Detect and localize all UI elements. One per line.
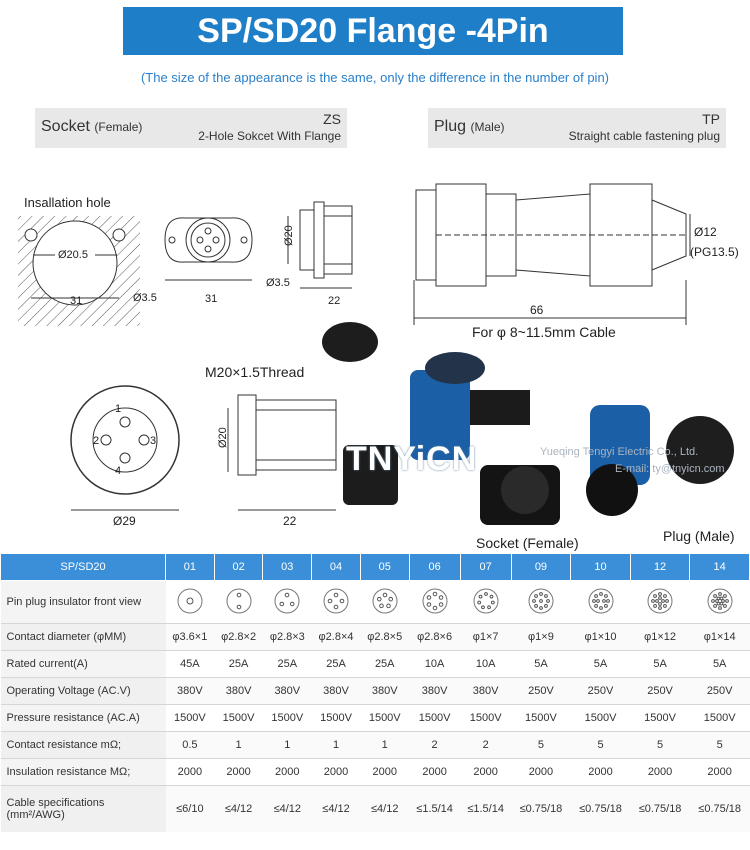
socket-desc: 2-Hole Sokcet With Flange (198, 129, 341, 143)
flange-front-view (165, 218, 252, 280)
pin-layout-icon (690, 581, 750, 624)
table-cell: 1500V (571, 705, 631, 732)
dim-66: 66 (530, 303, 544, 317)
table-cell: 10A (460, 651, 511, 678)
table-cell: φ3.6×1 (166, 624, 215, 651)
table-header-cell: 02 (214, 554, 263, 581)
pin-layout-icon (360, 581, 409, 624)
table-cell: 2000 (690, 759, 750, 786)
table-row (1, 624, 750, 651)
table-cell: φ1×7 (460, 624, 511, 651)
table-cell: 1 (214, 732, 263, 759)
pin-layout-icon (511, 581, 571, 624)
table-cell: 10A (409, 651, 460, 678)
socket-side-view (228, 395, 336, 510)
photo-label-plug: Plug (Male) (663, 528, 735, 544)
table-cell: ≤0.75/18 (511, 786, 571, 832)
flange-side-view (288, 202, 352, 288)
dim-d20b: Ø20 (217, 427, 229, 448)
page-title: SP/SD20 Flange -4Pin (123, 7, 623, 55)
table-cell: φ2.8×3 (263, 624, 312, 651)
install-hole-label: Insallation hole (24, 195, 111, 210)
thread-label: M20×1.5Thread (205, 364, 305, 380)
socket-title: Socket (Female) (41, 118, 143, 135)
table-cell: ≤6/10 (166, 786, 215, 832)
dim-d29: Ø29 (113, 514, 136, 528)
pin-layout-icon (214, 581, 263, 624)
table-cell: 1500V (460, 705, 511, 732)
pin-layout-icon-svg (421, 587, 449, 615)
pin-1: 1 (115, 403, 122, 415)
table-cell: 2000 (214, 759, 263, 786)
pin-3: 3 (150, 435, 157, 447)
cable-note: For φ 8~11.5mm Cable (472, 324, 616, 340)
table-cell: ≤4/12 (360, 786, 409, 832)
table-header-cell: 07 (460, 554, 511, 581)
photo-label-socket: Socket (Female) (476, 535, 579, 551)
table-cell: 5A (690, 651, 750, 678)
table-cell: 380V (214, 678, 263, 705)
table-cell: 1500V (214, 705, 263, 732)
table-header-cell: 10 (571, 554, 631, 581)
row-label: Cable specifications (mm²/AWG) (1, 786, 166, 832)
table-cell: 2000 (630, 759, 690, 786)
dim-pg: (PG13.5) (690, 245, 739, 259)
table-cell: 5A (571, 651, 631, 678)
pin-layout-icon-svg (587, 587, 615, 615)
plug-label-box (428, 108, 726, 148)
product-photos (322, 322, 734, 525)
table-cell: 250V (571, 678, 631, 705)
install-hole-drawing (18, 216, 140, 326)
table-cell: ≤1.5/14 (460, 786, 511, 832)
pin-layout-icon-svg (322, 587, 350, 615)
table-cell: 2000 (511, 759, 571, 786)
row-label: Pin plug insulator front view (1, 581, 166, 624)
table-cell: φ2.8×6 (409, 624, 460, 651)
table-cell: 380V (263, 678, 312, 705)
pin-layout-icon-svg (706, 587, 734, 615)
table-cell: φ2.8×2 (214, 624, 263, 651)
table-header-cell: 09 (511, 554, 571, 581)
table-cell: 2 (460, 732, 511, 759)
table-cell: ≤4/12 (214, 786, 263, 832)
table-header-cell: 04 (312, 554, 361, 581)
dim-d3-5a: Ø3.5 (133, 292, 157, 304)
table-cell: 380V (360, 678, 409, 705)
table-cell: 2000 (460, 759, 511, 786)
table-cell: 1 (312, 732, 361, 759)
table-cell: 5A (630, 651, 690, 678)
table-row (1, 581, 750, 624)
table-cell: ≤1.5/14 (409, 786, 460, 832)
pin-4: 4 (115, 465, 122, 477)
table-cell: 1500V (360, 705, 409, 732)
table-cell: φ1×14 (690, 624, 750, 651)
table-cell: 2000 (571, 759, 631, 786)
plug-front-view (71, 386, 179, 510)
dim-22b: 22 (283, 514, 297, 528)
table-row (1, 786, 750, 832)
table-cell: 1 (263, 732, 312, 759)
table-row (1, 678, 750, 705)
spec-table (0, 553, 750, 832)
table-cell: 1500V (166, 705, 215, 732)
table-cell: 1500V (630, 705, 690, 732)
pin-layout-icon-svg (273, 587, 301, 615)
table-header-row (1, 554, 750, 581)
table-cell: 25A (263, 651, 312, 678)
row-label: Operating Voltage (AC.V) (1, 678, 166, 705)
pin-layout-icon (571, 581, 631, 624)
dim-31a: 31 (70, 295, 83, 307)
row-label: Rated current(A) (1, 651, 166, 678)
pin-layout-icon (312, 581, 361, 624)
dim-d3-5b: Ø3.5 (266, 277, 290, 289)
table-cell: 5 (511, 732, 571, 759)
table-cell: 2000 (312, 759, 361, 786)
table-cell: 5 (690, 732, 750, 759)
table-cell: 2 (409, 732, 460, 759)
table-header-cell: 14 (690, 554, 750, 581)
dim-d12: Ø12 (694, 225, 717, 239)
row-label: Insulation resistance MΩ; (1, 759, 166, 786)
table-cell: 25A (360, 651, 409, 678)
table-cell: φ1×12 (630, 624, 690, 651)
socket-label-box (35, 108, 347, 148)
table-cell: 2000 (263, 759, 312, 786)
pin-layout-icon (630, 581, 690, 624)
table-row (1, 705, 750, 732)
brand-company: Yueqing Tengyi Electric Co., Ltd. (540, 446, 699, 458)
table-cell: 1500V (263, 705, 312, 732)
table-cell: 5A (511, 651, 571, 678)
table-row (1, 651, 750, 678)
pin-layout-icon-svg (371, 587, 399, 615)
table-cell: 2000 (409, 759, 460, 786)
table-cell: 1500V (409, 705, 460, 732)
table-cell: 0.5 (166, 732, 215, 759)
table-cell: φ2.8×5 (360, 624, 409, 651)
table-cell: 25A (312, 651, 361, 678)
dim-d20a: Ø20 (283, 225, 295, 246)
table-header-cell: 03 (263, 554, 312, 581)
pin-layout-icon-svg (527, 587, 555, 615)
table-header-cell: 12 (630, 554, 690, 581)
pin-layout-icon (460, 581, 511, 624)
table-cell: 250V (511, 678, 571, 705)
table-cell: 380V (409, 678, 460, 705)
table-cell: 5 (571, 732, 631, 759)
table-cell: 380V (460, 678, 511, 705)
table-cell: 25A (214, 651, 263, 678)
table-cell: 1500V (511, 705, 571, 732)
plug-side-view (414, 184, 690, 325)
row-label: Contact resistance mΩ; (1, 732, 166, 759)
dim-d20-5: Ø20.5 (58, 249, 88, 261)
table-row (1, 759, 750, 786)
table-cell: 2000 (360, 759, 409, 786)
socket-code: ZS (323, 111, 341, 127)
dim-22a: 22 (328, 295, 341, 307)
table-cell: φ1×9 (511, 624, 571, 651)
row-label: Pressure resistance (AC.A) (1, 705, 166, 732)
table-cell: φ2.8×4 (312, 624, 361, 651)
pin-layout-icon (263, 581, 312, 624)
table-header-cell: 06 (409, 554, 460, 581)
pin-layout-icon (409, 581, 460, 624)
table-cell: 250V (690, 678, 750, 705)
table-header-cell: 01 (166, 554, 215, 581)
pin-layout-icon-svg (225, 587, 253, 615)
brand-email: E-mail: ty@tnyicn.com (615, 463, 725, 475)
table-cell: ≤0.75/18 (571, 786, 631, 832)
pin-2: 2 (93, 435, 100, 447)
pin-layout-icon-svg (176, 587, 204, 615)
table-cell: 250V (630, 678, 690, 705)
table-cell: 2000 (166, 759, 215, 786)
pin-layout-icon-svg (646, 587, 674, 615)
table-cell: ≤4/12 (263, 786, 312, 832)
table-cell: 380V (166, 678, 215, 705)
table-cell: 1 (360, 732, 409, 759)
table-cell: 45A (166, 651, 215, 678)
table-cell: 5 (630, 732, 690, 759)
row-label: Contact diameter (φMM) (1, 624, 166, 651)
table-row (1, 732, 750, 759)
table-cell: 380V (312, 678, 361, 705)
table-header-cell: SP/SD20 (1, 554, 166, 581)
dim-31b: 31 (205, 293, 218, 305)
brand-logo: TNYiCN (346, 440, 478, 478)
plug-desc: Straight cable fastening plug (568, 129, 720, 143)
table-cell: 1500V (690, 705, 750, 732)
table-header-cell: 05 (360, 554, 409, 581)
plug-title: Plug (Male) (434, 118, 505, 135)
table-cell: ≤0.75/18 (630, 786, 690, 832)
pin-layout-icon-svg (472, 587, 500, 615)
plug-code: TP (702, 111, 720, 127)
pin-layout-icon (166, 581, 215, 624)
table-cell: φ1×10 (571, 624, 631, 651)
table-cell: ≤4/12 (312, 786, 361, 832)
subtitle: (The size of the appearance is the same, only the difference in the number of pin) (140, 70, 610, 85)
table-cell: 1500V (312, 705, 361, 732)
table-cell: ≤0.75/18 (690, 786, 750, 832)
